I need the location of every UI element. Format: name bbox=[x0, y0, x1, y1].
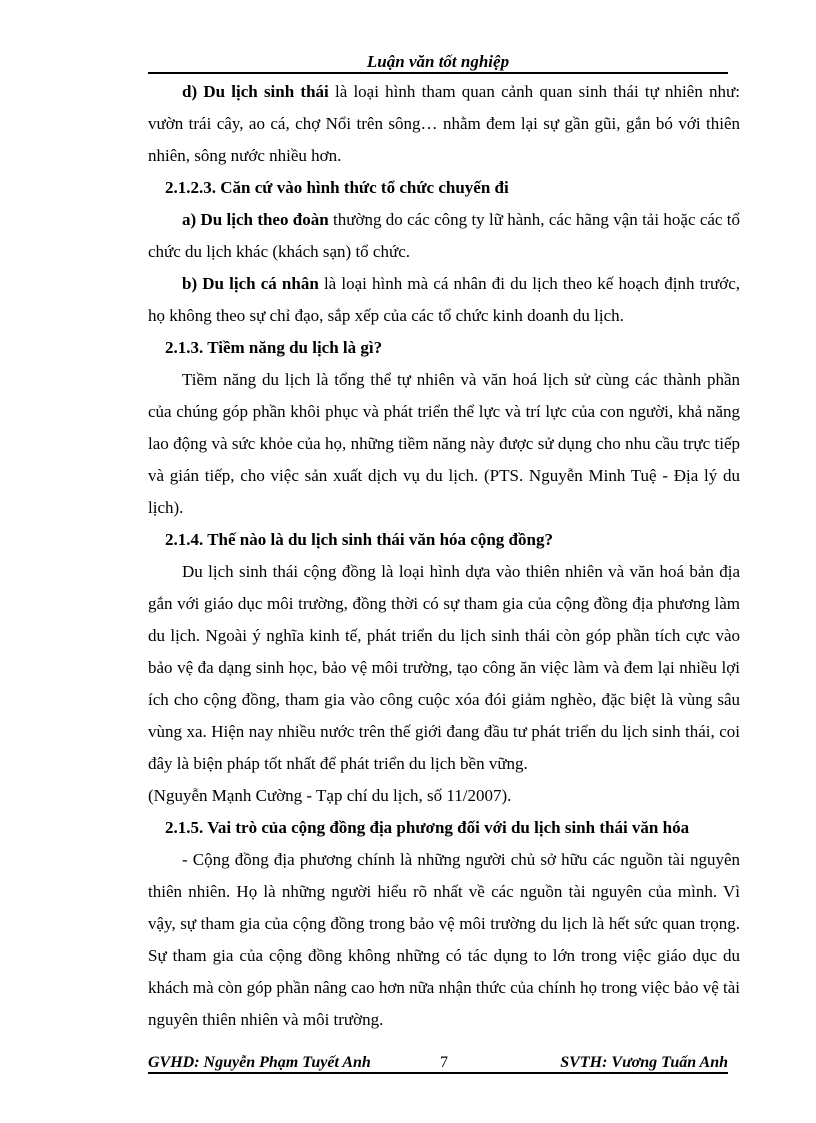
paragraph-community-role: - Cộng đồng địa phương chính là những người chủ sở hữu các nguồn tài nguyên thiên nhiên. Họ là những người hiểu rõ nhất về các nguồn tài nguyên của mình. Vì vậy, sự tham gia của cộng đồng trong bảo vệ môi trường du lịch là hết sức quan trọng. Sự tham gia của cộng đồng không những có tác dụng to lớn trong việc giáo dục du khách mà còn góp phần nâng cao hơn nữa nhận thức của chính họ trong việc bảo vệ tài nguyên thiên nhiên và môi trường. bbox=[148, 850, 741, 1029]
citation: (Nguyễn Mạnh Cường - Tạp chí du lịch, số 11/2007). bbox=[148, 786, 512, 805]
term-individual-tour: b) Du lịch cá nhân bbox=[182, 274, 319, 293]
paragraph-text: thường do các công ty lữ hành, các hãng vận tải hoặc các tổ chức du lịch khác (khách sạn) tổ chức. bbox=[148, 210, 740, 261]
heading-2-1-2-3: 2.1.2.3. Căn cứ vào hình thức tổ chức chuyến đi bbox=[165, 178, 509, 197]
header-divider bbox=[148, 72, 728, 74]
heading-2-1-3: 2.1.3. Tiềm năng du lịch là gì? bbox=[165, 338, 383, 357]
page-header-title: Luận văn tốt nghiệp bbox=[366, 52, 510, 71]
footer-advisor: GVHD: Nguyễn Phạm Tuyết Anh bbox=[148, 1054, 371, 1071]
paragraph-tourism-potential: Tiềm năng du lịch là tổng thể tự nhiên và văn hoá lịch sử cùng các thành phần của chúng góp phần khôi phục và phát triển thể lực và trí lực của con người, khả năng lao động và sức khỏe của họ, những tiềm năng này được sử dụng cho nhu cầu trực tiếp và gián tiếp, cho việc sản xuất dịch vụ du lịch. (PTS. Nguyễn Minh Tuệ - Địa lý du lịch). bbox=[148, 370, 740, 517]
heading-2-1-4: 2.1.4. Thế nào là du lịch sinh thái văn hóa cộng đồng? bbox=[165, 530, 553, 549]
document-body bbox=[148, 76, 740, 1036]
term-eco-tourism: d) Du lịch sinh thái bbox=[182, 82, 329, 101]
footer-divider bbox=[148, 1072, 728, 1074]
page-number: 7 bbox=[440, 1054, 448, 1071]
heading-2-1-5: 2.1.5. Vai trò của cộng đồng địa phương đối với du lịch sinh thái văn hóa bbox=[165, 818, 690, 837]
paragraph-individual-tour bbox=[148, 268, 740, 332]
page-footer bbox=[148, 1052, 728, 1074]
paragraph-community-eco-tourism: Du lịch sinh thái cộng đồng là loại hình dựa vào thiên nhiên và văn hoá bản địa gắn với giáo dục môi trường, đồng thời có sự tham gia của cộng đồng địa phương làm du lịch. Ngoài ý nghĩa kinh tế, phát triển du lịch sinh thái còn góp phần tích cực vào bảo vệ đa dạng sinh học, bảo vệ môi trường, tạo công ăn việc làm và đem lại nhiều lợi ích cho cộng đồng, tham gia vào công cuộc xóa đói giảm nghèo, đặc biệt là vùng sâu vùng xa. Hiện nay nhiều nước trên thế giới đang đầu tư phát triển du lịch sinh thái, coi đây là biện pháp tốt nhất để phát triển du lịch bền vững. bbox=[148, 562, 740, 773]
paragraph-text: là loại hình tham quan cảnh quan sinh thái tự nhiên như: vườn trái cây, ao cá, chợ Nổi trên sông… nhằm đem lại sự gần gũi, gắn bó với thiên nhiên, sông nước nhiều hơn. bbox=[148, 82, 740, 165]
paragraph-eco-tourism bbox=[148, 76, 740, 172]
footer-student: SVTH: Vương Tuấn Anh bbox=[560, 1054, 728, 1071]
paragraph-text: là loại hình mà cá nhân đi du lịch theo kế hoạch định trước, họ không theo sự chỉ đạo, sắp xếp của các tổ chức kinh doanh du lịch. bbox=[148, 274, 740, 325]
term-group-tour: a) Du lịch theo đoàn bbox=[182, 210, 329, 229]
paragraph-group-tour bbox=[148, 204, 740, 268]
